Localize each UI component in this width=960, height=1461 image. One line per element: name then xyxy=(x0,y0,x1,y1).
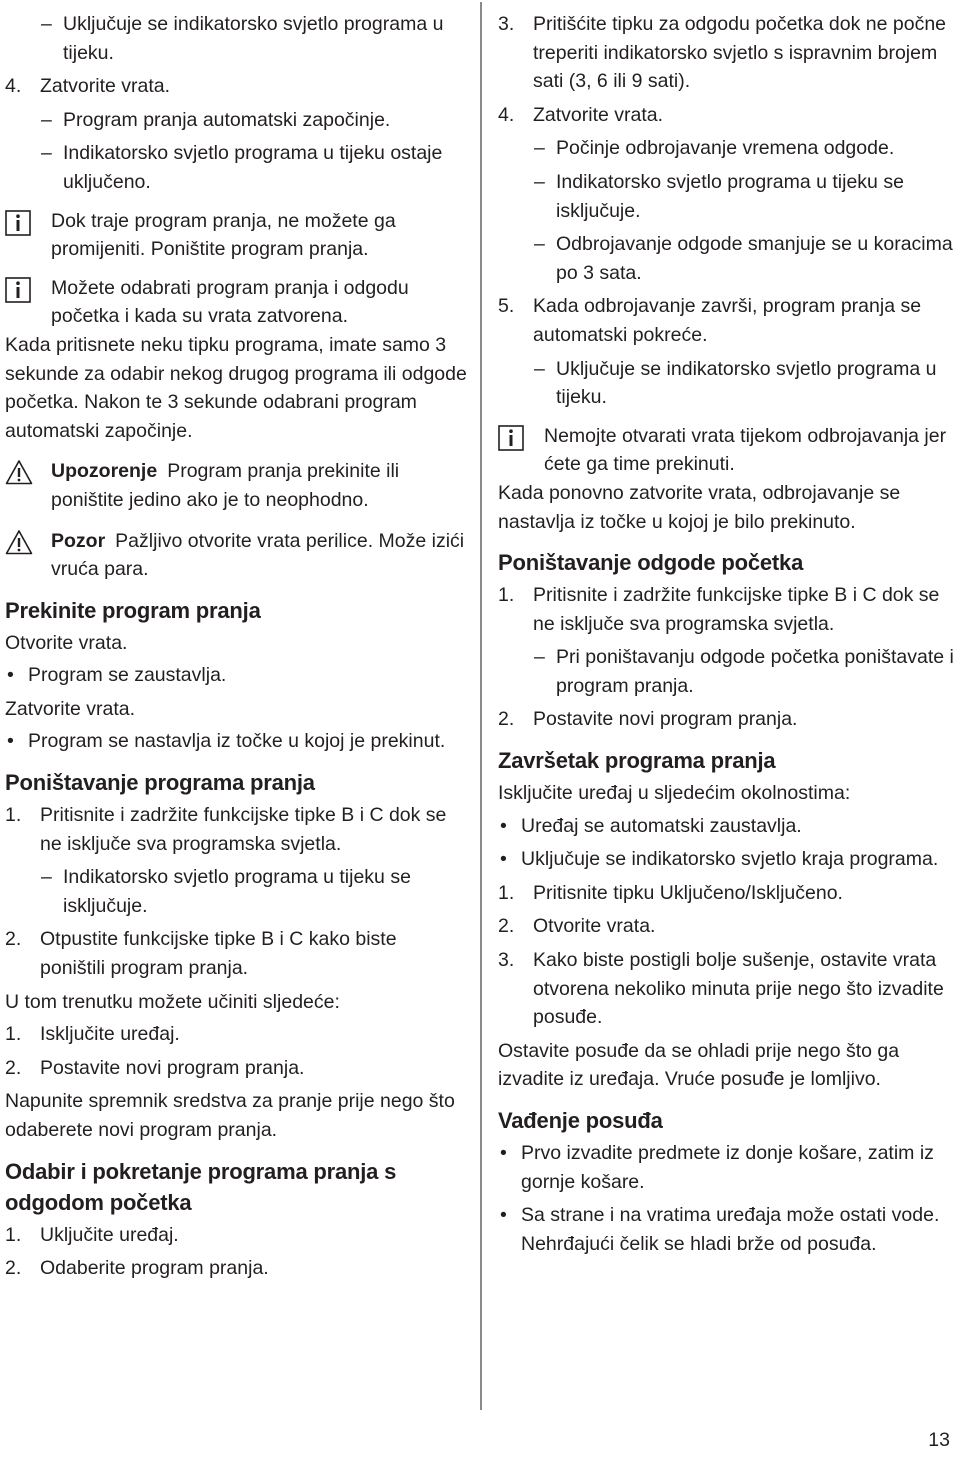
section-heading: Poništavanje programa pranja xyxy=(5,770,315,796)
list-item xyxy=(5,863,467,920)
list-text: Odaberite program pranja. xyxy=(40,1257,269,1280)
warning-triangle-icon xyxy=(5,459,33,485)
dash-marker: – xyxy=(534,137,545,160)
step-number: 1. xyxy=(498,881,515,904)
list-text: Otpustite funkcijske tipke B i C kako biste poništili program pranja. xyxy=(40,928,397,980)
list-text: Sa strane i na vratima uređaja može ostati vode. Nehrđajući čelik se hladi brže od posuđa. xyxy=(521,1204,940,1255)
dash-marker: – xyxy=(41,13,52,35)
list-item xyxy=(498,946,956,1032)
list-item xyxy=(5,1020,467,1049)
step-number: 5. xyxy=(498,295,515,318)
list-text: Pri poništavanju odgode početka poništavate i program pranja. xyxy=(556,646,954,697)
info-note xyxy=(5,207,467,264)
list-item xyxy=(498,1201,956,1258)
step-number: 4. xyxy=(5,75,22,98)
list-text: Uređaj se automatski zaustavlja. xyxy=(521,814,802,837)
list-text: Pritisnite tipku Uključeno/Isključeno. xyxy=(533,881,843,904)
list-text: Pritisnite i zadržite funkcijske tipke B i C dok se ne isključe sva programska svjetla. xyxy=(40,804,447,855)
list-text: Pritišćite tipku za odgodu početka dok ne počne treperiti indikatorsko svjetlo s ispravnim brojem sati (3, 6 ili 9 sati). xyxy=(533,13,947,93)
info-note xyxy=(498,422,956,479)
paragraph: U tom trenutku možete učiniti sljedeće: xyxy=(5,990,340,1013)
dash-marker: – xyxy=(534,646,545,669)
list-item xyxy=(498,879,956,908)
step-number: 2. xyxy=(5,1257,22,1280)
paragraph: Ostavite posuđe da se ohladi prije nego što ga izvadite iz uređaja. Vruće posuđe je lomljivo. xyxy=(498,1039,900,1091)
list-item xyxy=(498,705,956,734)
list-item xyxy=(498,101,956,130)
list-text: Postavite novi program pranja. xyxy=(533,708,798,731)
column-divider xyxy=(480,2,482,1410)
list-text: Isključite uređaj. xyxy=(40,1023,180,1046)
list-item xyxy=(5,72,467,101)
list-item xyxy=(498,1139,956,1196)
list-text: Uključuje se indikatorsko svjetlo programa u tijeku. xyxy=(63,13,444,64)
step-number: 2. xyxy=(5,928,22,951)
step-number: 1. xyxy=(498,584,515,607)
note-text: Nemojte otvarati vrata tijekom odbrojavanja jer ćete ga time prekinuti. xyxy=(544,424,947,476)
list-text: Uključuje se indikatorsko svjetlo kraja programa. xyxy=(521,848,939,871)
section-heading: Prekinite program pranja xyxy=(5,597,261,623)
list-item xyxy=(498,812,956,841)
list-text: Indikatorsko svjetlo programa u tijeku se isključuje. xyxy=(556,170,904,222)
caution-text: Pažljivo otvorite vrata perilice. Može izići vruća para. xyxy=(51,529,465,581)
note-continuation: Kada pritisnete neku tipku programa, imate samo 3 sekunde za odabir nekog drugog programa ili odgode početka. Nakon te 3 sekunde odabrani program automatski započinje. xyxy=(5,333,467,442)
note-text: Dok traje program pranja, ne možete ga promijeniti. Poništite program pranja. xyxy=(51,209,396,261)
dash-marker: – xyxy=(534,170,545,193)
note-continuation: Kada ponovno zatvorite vrata, odbrojavanje se nastavlja iz točke u kojoj je bilo prekinuto. xyxy=(498,481,901,533)
section-heading: Odabir i pokretanje programa pranja s odgodom početka xyxy=(5,1158,397,1215)
info-icon xyxy=(5,277,31,303)
list-item xyxy=(498,845,956,874)
dash-marker: – xyxy=(41,108,52,131)
caution-note xyxy=(5,527,467,584)
list-text: Indikatorsko svjetlo programa u tijeku se isključuje. xyxy=(63,866,411,917)
section-heading: Poništavanje odgode početka xyxy=(498,550,804,576)
step-number: 1. xyxy=(5,1223,22,1246)
bullet-marker: • xyxy=(7,664,14,687)
info-note-block xyxy=(498,422,956,536)
list-text: Program pranja automatski započinje. xyxy=(63,108,391,131)
list-item xyxy=(498,355,956,412)
list-item xyxy=(5,10,467,67)
warning-note xyxy=(5,457,467,514)
note-text: Možete odabrati program pranja i odgodu početka i kada su vrata zatvorena. xyxy=(51,276,409,328)
list-text: Kada odbrojavanje završi, program pranja se automatski pokreće. xyxy=(533,295,922,346)
list-text: Indikatorsko svjetlo programa u tijeku ostaje uključeno. xyxy=(63,142,443,193)
list-text: Program se nastavlja iz točke u kojoj je prekinut. xyxy=(28,730,446,753)
right-column xyxy=(498,10,956,1263)
info-note-block xyxy=(5,274,467,446)
warning-triangle-icon xyxy=(5,529,33,555)
paragraph: Zatvorite vrata. xyxy=(5,697,136,720)
step-number: 1. xyxy=(5,804,22,827)
step-number: 2. xyxy=(498,915,515,938)
page-number: 13 xyxy=(928,1429,950,1451)
info-icon xyxy=(5,210,31,236)
info-icon xyxy=(498,425,524,451)
paragraph: Otvorite vrata. xyxy=(5,631,128,654)
list-item xyxy=(5,925,467,982)
warning-keyword: Upozorenje xyxy=(51,460,158,483)
step-number: 2. xyxy=(5,1056,22,1079)
list-text: Počinje odbrojavanje vremena odgode. xyxy=(556,137,895,160)
list-item xyxy=(5,801,467,858)
list-item xyxy=(5,661,467,690)
list-item xyxy=(498,912,956,941)
list-text: Program se zaustavlja. xyxy=(28,664,227,687)
step-number: 3. xyxy=(498,949,515,972)
warning-text: Program pranja prekinite ili poništite jedino ako je to neophodno. xyxy=(51,460,400,511)
bullet-marker: • xyxy=(500,848,507,871)
list-item xyxy=(5,1221,467,1250)
dash-marker: – xyxy=(41,866,52,889)
list-item xyxy=(498,292,956,349)
list-text: Kako biste postigli bolje sušenje, ostavite vrata otvorena nekoliko minuta prije nego što izvadite posuđe. xyxy=(533,949,944,1029)
section-heading: Vađenje posuđa xyxy=(498,1108,663,1133)
section-heading: Završetak programa pranja xyxy=(498,748,776,774)
list-item xyxy=(498,230,956,287)
bullet-marker: • xyxy=(7,730,14,753)
bullet-marker: • xyxy=(500,814,507,837)
list-item xyxy=(498,10,956,96)
list-item xyxy=(498,134,956,163)
paragraph: Isključite uređaj u sljedećim okolnostima: xyxy=(498,782,851,805)
list-item xyxy=(498,581,956,638)
list-text: Postavite novi program pranja. xyxy=(40,1056,305,1079)
step-number: 2. xyxy=(498,708,515,731)
list-text: Zatvorite vrata. xyxy=(40,75,171,98)
list-item xyxy=(5,106,467,135)
caution-keyword: Pozor xyxy=(51,529,106,552)
list-item xyxy=(5,727,467,756)
list-item xyxy=(5,1254,467,1283)
step-number: 1. xyxy=(5,1023,22,1046)
step-number: 3. xyxy=(498,13,515,35)
left-column xyxy=(5,10,467,1288)
list-item xyxy=(498,643,956,700)
dash-marker: – xyxy=(41,142,52,165)
list-item xyxy=(5,1054,467,1083)
list-item xyxy=(498,168,956,225)
dash-marker: – xyxy=(534,233,545,256)
bullet-marker: • xyxy=(500,1204,507,1227)
list-text: Otvorite vrata. xyxy=(533,915,656,938)
step-number: 4. xyxy=(498,103,515,126)
list-text: Prvo izvadite predmete iz donje košare, zatim iz gornje košare. xyxy=(521,1142,934,1193)
list-item xyxy=(5,139,467,196)
dash-marker: – xyxy=(534,357,545,380)
list-text: Uključite uređaj. xyxy=(40,1223,179,1246)
list-text: Pritisnite i zadržite funkcijske tipke B i C dok se ne isključe sva programska svjetla. xyxy=(533,584,940,635)
list-text: Zatvorite vrata. xyxy=(533,103,664,126)
paragraph: Napunite spremnik sredstva za pranje prije nego što odaberete novi program pranja. xyxy=(5,1090,455,1141)
info-note xyxy=(5,274,467,331)
list-text: Uključuje se indikatorsko svjetlo programa u tijeku. xyxy=(556,357,937,409)
list-text: Odbrojavanje odgode smanjuje se u koracima po 3 sata. xyxy=(556,233,953,284)
bullet-marker: • xyxy=(500,1142,507,1164)
